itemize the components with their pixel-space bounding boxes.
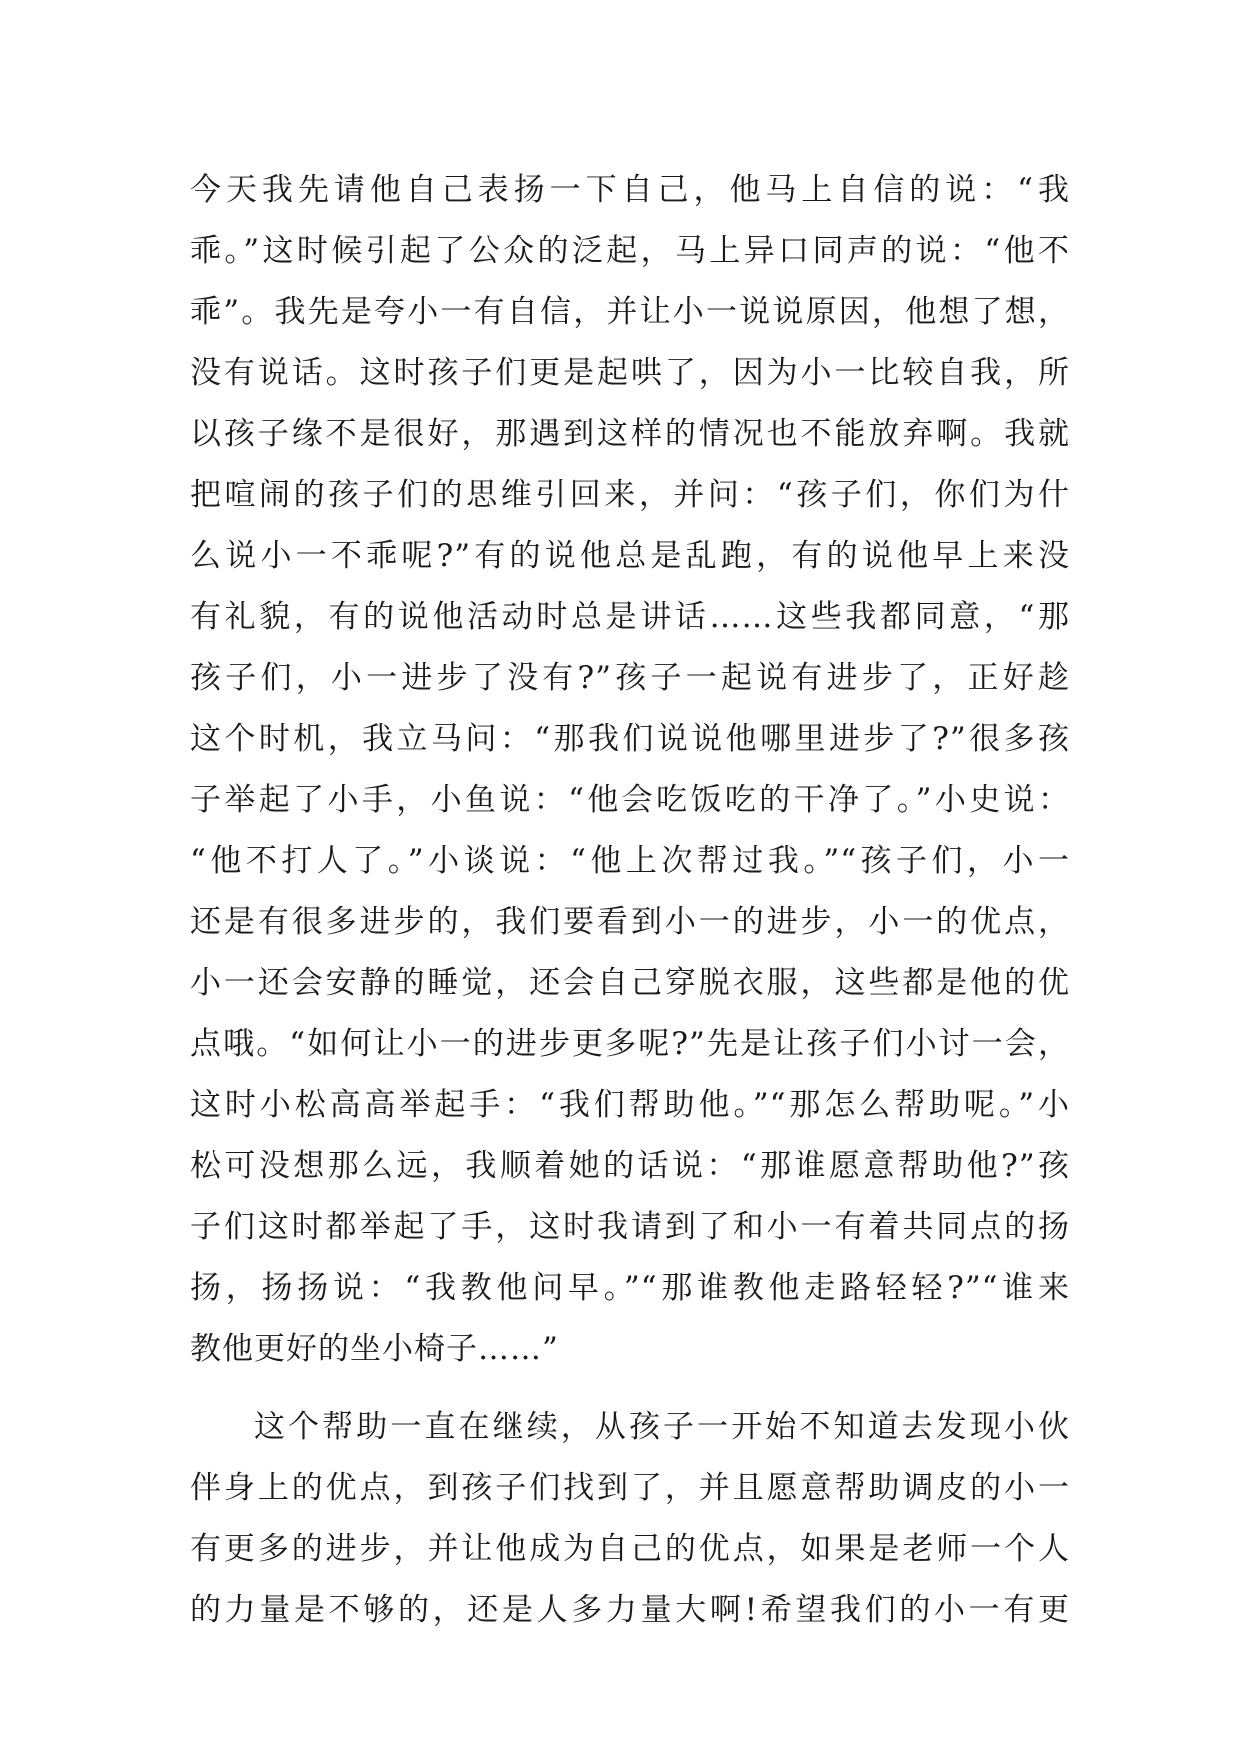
text-line: 乖”。我先是夸小一有自信，并让小一说说原因，他想了想， xyxy=(190,294,1070,330)
text-line: 这个帮助一直在继续，从孩子一开始不知道去发现小伙 xyxy=(254,1409,1070,1445)
paragraph-2 xyxy=(190,1397,1070,1641)
text-line: 以孩子缘不是很好，那遇到这样的情况也不能放弃啊。我就 xyxy=(190,416,1070,452)
text-line: 的力量是不够的，还是人多力量大啊!希望我们的小一有更 xyxy=(190,1592,1070,1628)
paragraph-1 xyxy=(190,160,1070,1380)
text-line: 松可没想那么远，我顺着她的话说：“那谁愿意帮助他?”孩 xyxy=(190,1148,1070,1184)
text-line: 把喧闹的孩子们的思维引回来，并问：“孩子们，你们为什 xyxy=(190,477,1070,513)
text-line: 教他更好的坐小椅子……” xyxy=(190,1331,559,1367)
text-line: 这个时机，我立马问：“那我们说说他哪里进步了?”很多孩 xyxy=(190,721,1070,757)
text-line: 没有说话。这时孩子们更是起哄了，因为小一比较自我，所 xyxy=(190,355,1070,391)
text-line: “他不打人了。”小谈说：“他上次帮过我。”“孩子们，小一 xyxy=(190,843,1070,879)
paragraph-spacer xyxy=(190,1380,1070,1397)
text-line: 小一还会安静的睡觉，还会自己穿脱衣服，这些都是他的优 xyxy=(190,965,1070,1001)
text-line: 子们这时都举起了手，这时我请到了和小一有着共同点的扬 xyxy=(190,1209,1070,1245)
text-line: 么说小一不乖呢?”有的说他总是乱跑，有的说他早上来没 xyxy=(190,538,1070,574)
text-line: 伴身上的优点，到孩子们找到了，并且愿意帮助调皮的小一 xyxy=(190,1470,1070,1506)
text-line: 有礼貌，有的说他活动时总是讲话……这些我都同意，“那 xyxy=(190,599,1070,635)
text-line: 这时小松高高举起手：“我们帮助他。”“那怎么帮助呢。”小 xyxy=(190,1087,1070,1123)
text-line: 今天我先请他自己表扬一下自己，他马上自信的说：“我 xyxy=(190,172,1070,208)
text-line: 子举起了小手，小鱼说：“他会吃饭吃的干净了。”小史说： xyxy=(190,782,1070,818)
text-line: 还是有很多进步的，我们要看到小一的进步，小一的优点， xyxy=(190,904,1070,940)
text-line: 点哦。“如何让小一的进步更多呢?”先是让孩子们小讨一会， xyxy=(190,1026,1070,1062)
text-line: 乖。”这时候引起了公众的泛起，马上异口同声的说：“他不 xyxy=(190,233,1070,269)
text-line: 扬，扬扬说：“我教他问早。”“那谁教他走路轻轻?”“谁来 xyxy=(190,1270,1070,1306)
text-line: 孩子们，小一进步了没有?”孩子一起说有进步了，正好趁 xyxy=(190,660,1070,696)
text-line: 有更多的进步，并让他成为自己的优点，如果是老师一个人 xyxy=(190,1531,1070,1567)
document-body xyxy=(190,160,1070,1641)
